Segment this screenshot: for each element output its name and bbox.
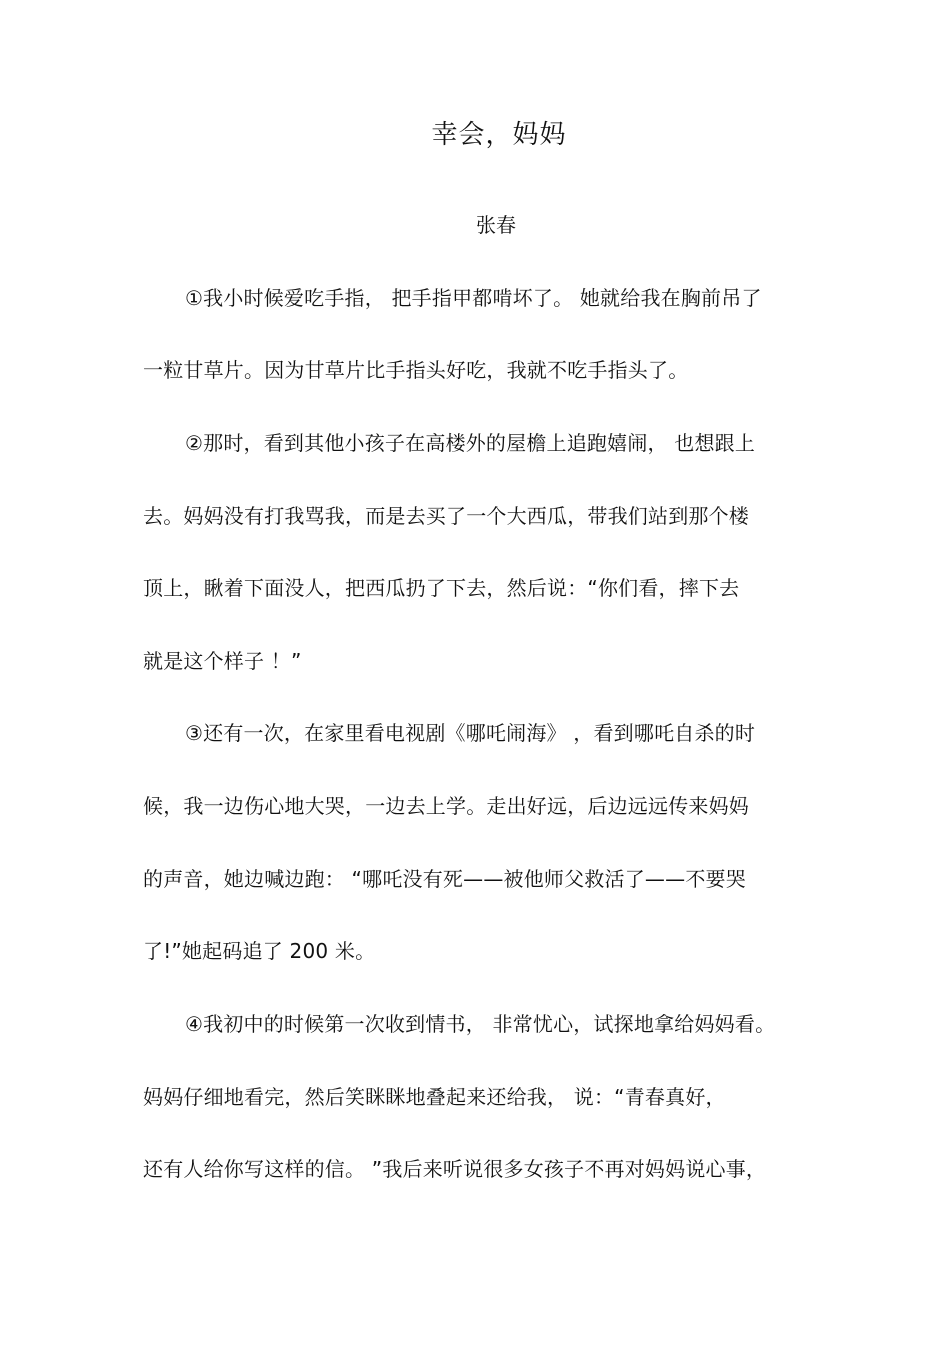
text-line-13: 还有人给你写这样的信。 ”我后来听说很多女孩子不再对妈妈说心事， (143, 1157, 767, 1181)
text-line-7: ③还有一次，在家里看电视剧《哪吒闹海》 ，看到哪吒自杀的时 (185, 721, 756, 745)
text-line-11: ④我初中的时候第一次收到情书， 非常忧心，试探地拿给妈妈看。 (185, 1012, 776, 1036)
text-line-5: 顶上，瞅着下面没人，把西瓜扔了下去，然后说：“你们看，摔下去 (143, 576, 740, 600)
text-line-10: 了!”她起码追了 200 米。 (143, 939, 376, 963)
text-line-9: 的声音，她边喊边跑： “哪吒没有死——被他师父救活了——不要哭 (143, 867, 746, 891)
text-line-6: 就是这个样子 ！” (143, 649, 302, 673)
text-line-1: ①我小时候爱吃手指， 把手指甲都啃坏了。 她就给我在胸前吊了 (185, 286, 762, 310)
text-line-2: 一粒甘草片。因为甘草片比手指头好吃，我就不吃手指头了。 (143, 358, 689, 382)
document-author: 张春 (476, 213, 516, 237)
text-line-8: 候，我一边伤心地大哭，一边去上学。走出好远，后边远远传来妈妈 (143, 794, 749, 818)
text-line-3: ②那时，看到其他小孩子在高楼外的屋檐上追跑嬉闹， 也想跟上 (185, 431, 756, 455)
text-line-12: 妈妈仔细地看完，然后笑眯眯地叠起来还给我， 说：“青春真好， (143, 1085, 726, 1109)
text-line-4: 去。妈妈没有打我骂我，而是去买了一个大西瓜，带我们站到那个楼 (143, 504, 749, 528)
document-title: 幸会，妈妈 (431, 120, 567, 150)
